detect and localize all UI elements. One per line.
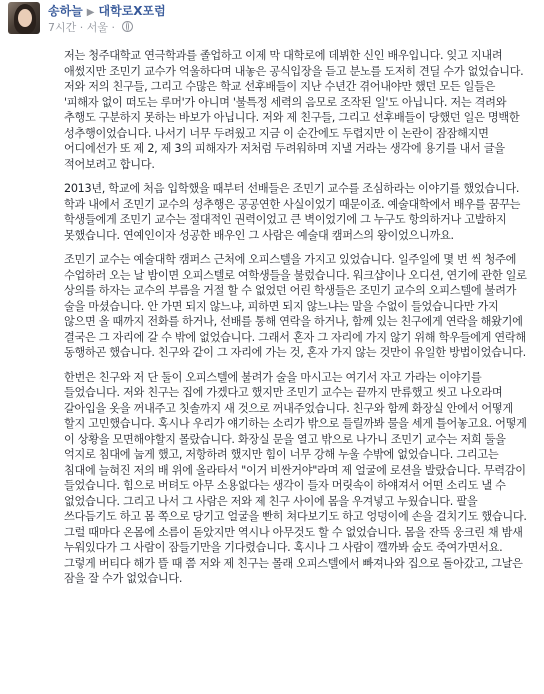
meta-separator: · xyxy=(79,21,87,34)
avatar[interactable] xyxy=(8,2,40,34)
post-paragraph: 조민기 교수는 예술대학 캠퍼스 근처에 오피스텔을 가지고 있었습니다. 일주일에 몇 번 씩 청주에 수업하러 오는 날 밤이면 오피스텔로 여학생들을 불렀습니다. 워크샵이나 오디션, 연기에 관한 일로 상의를 하자는 교수의 부름을 거절 할 수 없었던 어린 학생들은 조민기 교수의 오피스텔에 불려가 술을 마셨습니다. 안 가면 되지 않느냐, 피하면 되지 않느냐는 말을 수없이 들었습니다만 가지 않으면 올 때까지 전화를 하거나, 선배를 통해 연락을 하거나, 함께 있는 친구에게 연락을 해왔기에 결국은 그 자리에 갈 수 밖에 없었습니다. 그래서 혼자 그 자리에 가지 않기 위해 학우들에게 연락해 동행하곤 했습니다. 친구와 같이 그 자리에 가는 것, 혼자 가지 않는 것만이 유일한 방법이었습니다. xyxy=(64,253,527,359)
triangle-right-icon: ▶ xyxy=(86,7,95,18)
author-name[interactable]: 송하늘 xyxy=(48,4,83,18)
avatar-face xyxy=(18,9,32,27)
post-paragraph: 저는 청주대학교 연극학과를 졸업하고 이제 막 대학로에 데뷔한 신인 배우입니다. 잊고 지내려 애썼지만 조민기 교수가 억울하다며 내놓은 공식입장을 듣고 분노를 도저히 견딜 수가 없었습니다. 저와 저의 친구들, 그리고 수많은 학교 선후배들이 지난 수년간 겪어내야만 했던 모든 일들은 '피해자 없이 떠도는 루머'가 아니며 '불특정 세력의 음모로 조작된 일'도 아닙니다. 저는 격려와 추행도 구분하지 못하는 바보가 아닙니다. 저와 제 친구들, 그리고 선후배들이 당했던 일은 명백한 성추행이었습니다. 나서기 너무 두려웠고 지금 이 순간에도 두렵지만 이 논란이 잠잠해지면 어디에선가 또 제 2, 제 3의 피해자가 저처럼 두려워하며 지낼 거라는 생각에 용기를 내서 글을 적어보려고 합니다. xyxy=(64,49,524,171)
post-meta xyxy=(48,21,133,35)
globe-icon[interactable] xyxy=(122,21,133,32)
meta-separator: · xyxy=(111,21,119,34)
post-paragraph: 2013년, 학교에 처음 입학했을 때부터 선배들은 조민기 교수를 조심하라는 이야기를 했었습니다. 학과 내에서 조민기 교수의 성추행은 공공연한 사실이었기 때문이죠. 예술대학에서 배우를 꿈꾸는 학생들에게 조민기 교수는 절대적인 권력이었고 큰 벽이었기에 그 누구도 항의하거나 고발하지 못했습니다. 연예인이자 성공한 배우인 그 사람은 예술대 캠퍼스의 왕이었으니까요. xyxy=(64,182,521,242)
author-line xyxy=(48,3,166,21)
post-paragraph: 한번은 친구와 저 단 둘이 오피스텔에 불려가 술을 마시고는 여기서 자고 가라는 이야기를 들었습니다. 저와 친구는 집에 가겠다고 했지만 조민기 교수는 끝까지 만류했고 씻고 나오라며 갈아입을 옷을 꺼내주고 칫솔까지 새 것으로 꺼내주었습니다. 친구와 함께 화장실 안에서 어떻게 할지 고민했습니다. 혹시나 우리가 얘기하는 소리가 밖으로 들릴까봐 물을 세게 틀어놓고요. 어떻게 이 상황을 모면해야할지 몰랐습니다. 화장실 문을 열고 밖으로 나가니 조민기 교수는 저희 둘을 억지로 침대에 눕게 했고, 저항하려 했지만 힘이 너무 강해 누울 수밖에 없었습니다. 그리고는 침대에 늘혀진 저의 배 위에 올라타서 "이거 비싼거야"라며 제 얼굴에 로션을 발랐습니다. 무력감이 들었습니다. 힘으로 버텨도 아무 소용없다는 생각이 들자 머릿속이 하얘져서 어떤 소리도 낼 수 없었습니다. 그리고 나서 그 사람은 저와 제 친구 사이에 몸을 우겨넣고 누웠습니다. 팔을 쓰다듬기도 하고 몸 쪽으로 당기고 얼굴을 빤히 쳐다보기도 하고 엉덩이에 손을 걸치기도 했습니다. 그럴 때마다 온몸에 소름이 돋았지만 역시나 아무것도 할 수 없었습니다. 몸을 잔뜩 웅크린 채 밤새 누워있다가 그 사람이 잠들기만을 기다렸습니다. 혹시나 그 사람이 깰까봐 숨도 죽여가면서요. 그렇게 버티다 해가 뜰 때 쯤 저와 제 친구는 몰래 오피스텔에서 빠져나와 집으로 돌아갔고, 그날은 잠을 잘 수가 없었습니다. xyxy=(64,370,527,585)
post-location[interactable]: 서울 xyxy=(86,21,109,34)
post-time[interactable]: 7시간 xyxy=(48,21,77,34)
post-header xyxy=(0,0,544,44)
post-body xyxy=(64,48,530,596)
group-name[interactable]: 대학로X포럼 xyxy=(98,4,166,18)
